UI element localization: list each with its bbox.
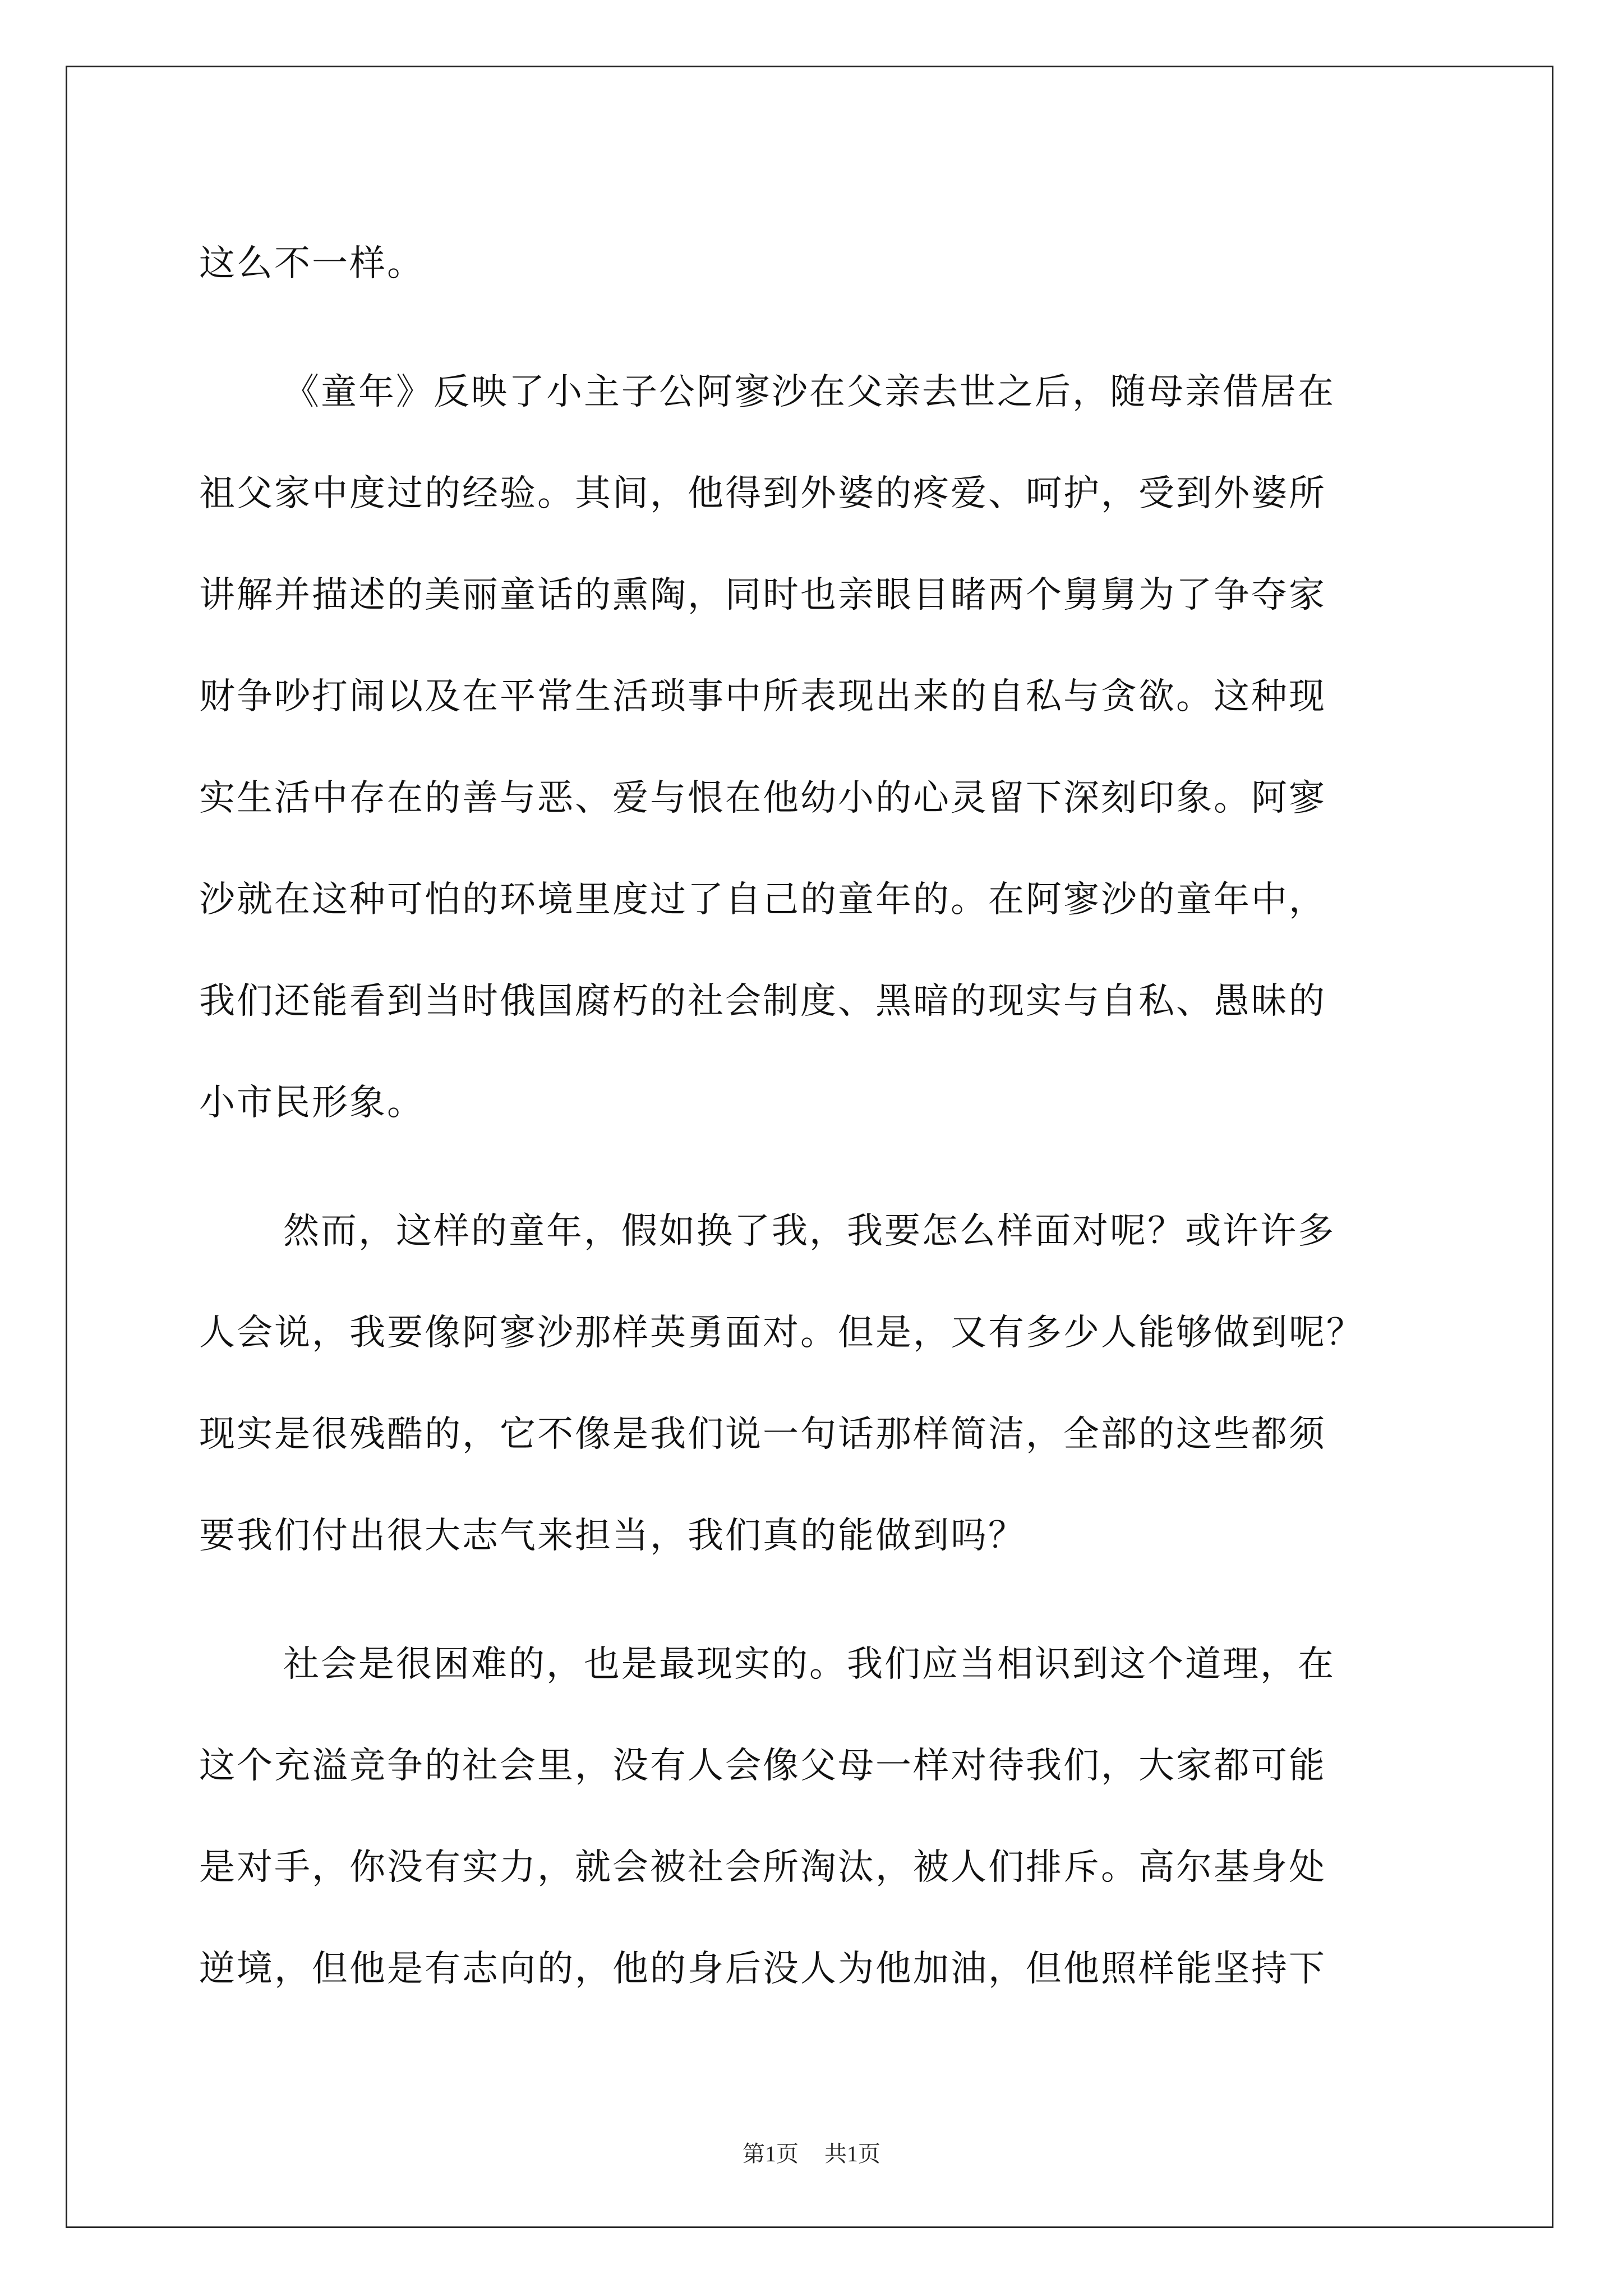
text-line: 现实是很残酷的，它不像是我们说一句话那样简洁，全部的这些都须 bbox=[199, 1414, 1326, 1455]
text-line: 这个充溢竞争的社会里，没有人会像父母一样对待我们，大家都可能 bbox=[199, 1745, 1326, 1787]
page-footer bbox=[0, 2136, 1623, 2168]
text-line: 实生活中存在的善与恶、爱与恨在他幼小的心灵留下深刻印象。阿寥 bbox=[199, 777, 1326, 819]
text-line: 人会说，我要像阿寥沙那样英勇面对。但是，又有多少人能够做到呢？ bbox=[199, 1312, 1364, 1354]
text-line: 讲解并描述的美丽童话的熏陶，同时也亲眼目睹两个舅舅为了争夺家 bbox=[199, 574, 1326, 616]
text-line: 然而，这样的童年，假如换了我，我要怎么样面对呢？或许许多 bbox=[283, 1211, 1335, 1252]
text-line: 小市民形象。 bbox=[199, 1082, 425, 1124]
page-number: 第1页 bbox=[743, 2141, 799, 2166]
text-line: 是对手，你没有实力，就会被社会所淘汰，被人们排斥。高尔基身处 bbox=[199, 1847, 1326, 1888]
text-line: 祖父家中度过的经验。其间，他得到外婆的疼爱、呵护，受到外婆所 bbox=[199, 473, 1326, 514]
paragraph-gap bbox=[199, 1154, 1430, 1181]
text-line: 社会是很困难的，也是最现实的。我们应当相识到这个道理，在 bbox=[283, 1644, 1335, 1685]
text-line: 逆境，但他是有志向的，他的身后没人为他加油，但他照样能坚持下 bbox=[199, 1948, 1326, 1990]
paragraph-gap bbox=[199, 1587, 1430, 1614]
text-line: 沙就在这种可怕的环境里度过了自己的童年的。在阿寥沙的童年中， bbox=[199, 879, 1326, 921]
document-body bbox=[199, 213, 1430, 2020]
text-line: 财争吵打闹以及在平常生活琐事中所表现出来的自私与贪欲。这种现 bbox=[199, 676, 1326, 717]
text-line: 这么不一样。 bbox=[199, 243, 425, 284]
page-total: 共1页 bbox=[824, 2141, 880, 2166]
text-line: 《童年》反映了小主子公阿寥沙在父亲去世之后，随母亲借居在 bbox=[283, 371, 1335, 413]
text-line: 要我们付出很大志气来担当，我们真的能做到吗？ bbox=[199, 1515, 1026, 1557]
paragraph-gap bbox=[199, 315, 1430, 342]
text-line: 我们还能看到当时俄国腐朽的社会制度、黑暗的现实与自私、愚昧的 bbox=[199, 981, 1326, 1022]
